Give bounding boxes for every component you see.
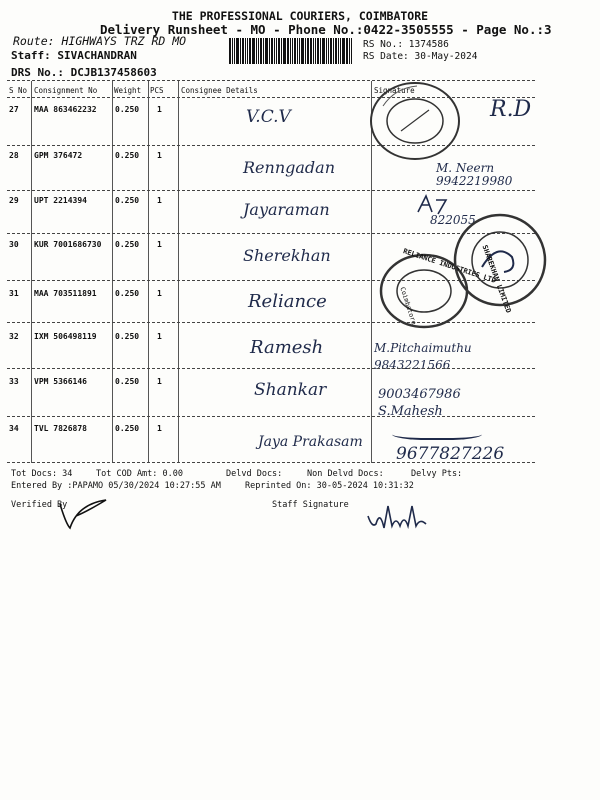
- barcode-bar: [301, 38, 304, 64]
- row-signature-handwriting: M. Neern 9942219980: [436, 161, 513, 188]
- barcode-bar: [234, 38, 235, 64]
- barcode-bar: [349, 38, 350, 64]
- route-value: HIGHWAYS TRZ RD MO: [61, 34, 187, 48]
- staff-label: Staff:: [11, 49, 51, 62]
- barcode-bar: [342, 38, 345, 64]
- barcode-bar: [294, 38, 296, 64]
- barcode-bar: [283, 38, 286, 64]
- barcode-bar: [287, 38, 289, 64]
- reliance-stamp-city: Coimbatore: [398, 286, 419, 326]
- rs-no-value: 1374586: [408, 39, 449, 50]
- barcode-bar: [351, 38, 352, 64]
- row-consignment-no: TVL 7826878: [34, 424, 87, 433]
- runsheet-title: Delivery Runsheet - MO - Phone No.:0422-3505555 - Page No.:3: [100, 22, 552, 37]
- row-pcs: 1: [157, 377, 162, 386]
- row-weight: 0.250: [115, 289, 140, 298]
- row-weight: 0.250: [115, 240, 140, 249]
- barcode-bar: [297, 38, 298, 64]
- row-weight: 0.250: [115, 196, 140, 205]
- row-pcs: 1: [157, 424, 162, 433]
- row-consignment-no: UPT 2214394: [34, 196, 87, 205]
- barcode-bar: [276, 38, 277, 64]
- staff-signature: [364, 500, 430, 534]
- total-docs: Tot Docs: 34: [11, 469, 73, 479]
- barcode-bar: [310, 38, 312, 64]
- barcode-bar: [263, 38, 264, 64]
- barcode-bar: [274, 38, 275, 64]
- rs-date-line: [363, 51, 477, 62]
- barcode-bar: [252, 38, 255, 64]
- barcode-bar: [346, 38, 348, 64]
- barcode-bar: [281, 38, 282, 64]
- row-sno: 32: [9, 332, 19, 341]
- column-divider: [31, 81, 32, 463]
- barcode-bar: [292, 38, 293, 64]
- column-header-consignment: Consignment No: [34, 86, 98, 95]
- drs-label: DRS No.:: [11, 66, 64, 79]
- row-consignee-handwriting: Reliance: [248, 291, 327, 312]
- barcode-bar: [236, 38, 239, 64]
- barcode-bar: [229, 38, 231, 64]
- column-divider: [148, 81, 149, 463]
- barcode-bar: [322, 38, 325, 64]
- barcode-bar: [258, 38, 259, 64]
- barcode-bar: [330, 38, 332, 64]
- row-weight: 0.250: [115, 424, 140, 433]
- row-sno: 30: [9, 240, 19, 249]
- barcode-bar: [247, 38, 248, 64]
- barcode-bar: [271, 38, 273, 64]
- table-bottom-rule: [7, 462, 535, 463]
- non-delivered-docs: Non Delvd Docs:: [307, 469, 384, 479]
- column-header-pcs: PCS: [150, 86, 164, 95]
- row-divider: [7, 416, 535, 417]
- barcode-bar: [245, 38, 246, 64]
- school-stamp: [365, 76, 465, 166]
- sharekhan-stamp-text: SHAREKHAN LIMITED: [480, 244, 513, 315]
- drs-value: DCJB137458603: [70, 66, 157, 79]
- barcode-bar: [265, 38, 268, 64]
- barcode-bar: [335, 38, 337, 64]
- company-name: THE PROFESSIONAL COURIERS, COIMBATORE: [171, 9, 429, 23]
- barcode-bar: [290, 38, 291, 64]
- row-weight: 0.250: [115, 332, 140, 341]
- drs-line: [11, 66, 157, 79]
- row-consignee-handwriting: Renngadan: [243, 158, 335, 177]
- barcode-bar: [326, 38, 327, 64]
- rs-date-label: RS Date:: [363, 51, 409, 62]
- row-weight: 0.250: [115, 151, 140, 160]
- column-divider: [178, 81, 179, 463]
- row-sno: 31: [9, 289, 19, 298]
- column-header-signature: Signature: [374, 86, 415, 95]
- row-consignment-no: MAA 863462232: [34, 105, 97, 114]
- column-header-sno: S No: [9, 86, 28, 95]
- row-weight: 0.250: [115, 377, 140, 386]
- total-cod-amount: Tot COD Amt: 0.00: [96, 469, 183, 479]
- row-pcs: 1: [157, 240, 162, 249]
- barcode-bar: [278, 38, 280, 64]
- row-consignee-handwriting: Jayaraman: [243, 200, 330, 219]
- column-header-consignee: Consignee Details: [181, 86, 258, 95]
- verified-by-label: Verified By: [11, 500, 68, 510]
- entered-by: Entered By :PAPAMO 05/30/2024 10:27:55 AM: [11, 481, 221, 491]
- row-sno: 33: [9, 377, 19, 386]
- row-pcs: 1: [157, 105, 162, 114]
- row-consignee-handwriting: Shankar: [254, 380, 327, 400]
- row-signature-handwriting: M.Pitchaimuthu 9843221566: [374, 341, 472, 372]
- barcode-bar: [240, 38, 241, 64]
- row-divider: [7, 368, 535, 369]
- row-consignment-no: GPM 376472: [34, 151, 83, 160]
- row-pcs: 1: [157, 196, 162, 205]
- barcode-bar: [313, 38, 314, 64]
- barcode-bar: [338, 38, 339, 64]
- row-signature-handwriting: 9003467986 S.Mahesh: [378, 387, 461, 419]
- row-sno: 34: [9, 424, 19, 433]
- barcode-bar: [317, 38, 319, 64]
- route-line: [13, 34, 186, 48]
- barcode-bar: [328, 38, 329, 64]
- staff-value: SIVACHANDRAN: [57, 49, 137, 62]
- staff-signature-label: Staff Signature: [272, 500, 349, 510]
- column-divider: [112, 81, 113, 463]
- row-sno: 28: [9, 151, 19, 160]
- barcode-bar: [256, 38, 257, 64]
- barcode-bar: [260, 38, 262, 64]
- barcode-bar: [333, 38, 334, 64]
- barcode-bar: [315, 38, 316, 64]
- column-header-weight: Weight: [114, 86, 142, 95]
- row-consignee-handwriting: Sherekhan: [243, 246, 331, 265]
- delivered-docs: Delvd Docs:: [226, 469, 283, 479]
- barcode-bar: [232, 38, 233, 64]
- row-consignee-handwriting: V.C.V: [246, 107, 291, 127]
- row-consignment-no: KUR 7001686730: [34, 240, 102, 249]
- row-signature-handwriting: 822055: [430, 213, 476, 227]
- rs-no-label: RS No.:: [363, 39, 404, 50]
- row-sno: 27: [9, 105, 19, 114]
- handwritten-initials-mark: [412, 190, 482, 220]
- barcode: [229, 38, 357, 64]
- row-consignee-handwriting: Ramesh: [250, 337, 324, 358]
- scribble-mark: [392, 426, 482, 440]
- row-consignee-handwriting: Jaya Prakasam: [258, 434, 363, 450]
- barcode-bar: [340, 38, 341, 64]
- route-label: Route:: [13, 34, 55, 48]
- barcode-bar: [320, 38, 321, 64]
- reprinted-on: Reprinted On: 30-05-2024 10:31:32: [245, 481, 414, 491]
- row-signature-handwriting: R.D: [490, 97, 532, 122]
- row-consignment-no: MAA 703511891: [34, 289, 97, 298]
- barcode-bar: [307, 38, 309, 64]
- row-pcs: 1: [157, 289, 162, 298]
- row-consignment-no: IXM 506498119: [34, 332, 97, 341]
- row-pcs: 1: [157, 332, 162, 341]
- row-signature-handwriting: 9677827226: [396, 444, 505, 464]
- verifier-signature: [56, 494, 112, 534]
- barcode-bar: [269, 38, 270, 64]
- row-weight: 0.250: [115, 105, 140, 114]
- barcode-bar: [242, 38, 244, 64]
- staff-line: [11, 49, 137, 62]
- barcode-bar: [299, 38, 300, 64]
- row-consignment-no: VPM 5366146: [34, 377, 87, 386]
- delivery-points: Delvy Pts:: [411, 469, 463, 479]
- barcode-bar: [249, 38, 251, 64]
- rs-no-line: [363, 39, 449, 50]
- barcode-bar: [305, 38, 306, 64]
- reliance-stamp-text: RELIANCE INDUSTRIES LTD: [402, 247, 497, 285]
- row-sno: 29: [9, 196, 19, 205]
- row-pcs: 1: [157, 151, 162, 160]
- rs-date-value: 30-May-2024: [414, 51, 478, 62]
